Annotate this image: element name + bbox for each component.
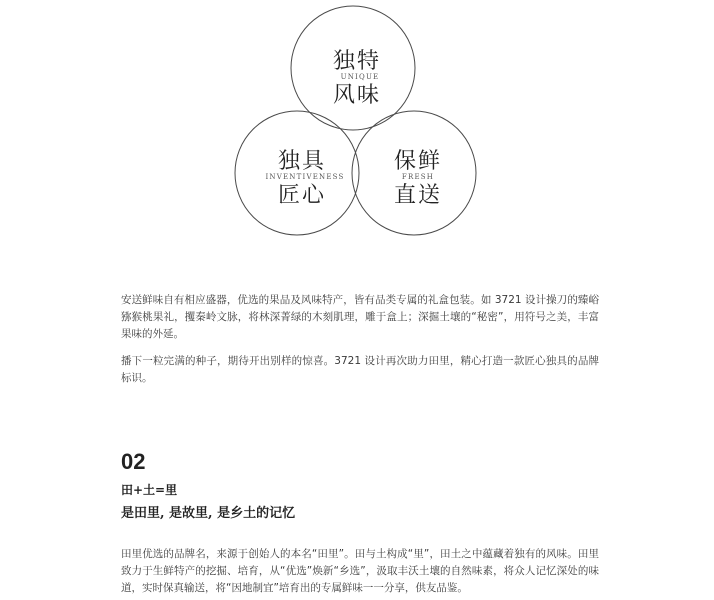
venn-inventiveness-title-1: 独具 (277, 149, 327, 174)
venn-inventiveness-subtitle: INVENTIVENESS (265, 173, 345, 181)
section-subtitle: 是田里, 是故里, 是乡土的记忆 (121, 506, 296, 521)
venn-inventiveness-title-2: 匠心 (277, 183, 327, 208)
venn-unique-title-1: 独特 (332, 49, 382, 74)
venn-unique-subtitle: UNIQUE (340, 73, 380, 81)
section-paragraph: 田里优选的品牌名，来源于创始人的本名“田里”。田与土构成“里”，田土之中蕴藏着独有的风味。田里致力于生鲜特产的挖掘、培育，从“优选”焕新“乡选”，汲取丰沃土壤的自然味素，将众人记忆深处的味道，实时保真输送，将“因地制宜”培育出的专属鲜味一一分享，供友品鉴。 (121, 548, 599, 594)
intro-paragraph-2: 播下一粒完满的种子，期待开出别样的惊喜。3721 设计再次助力田里，精心打造一款匠心独具的品牌标识。 (121, 355, 599, 384)
intro-paragraph-1: 安送鲜味自有相应盛器，优选的果品及风味特产，皆有品类专属的礼盒包装。如 3721 设计操刀的臻峪猕猴桃果礼，攫秦岭文脉，将林深菁绿的木刻肌理，雕于盒上；深掘土壤的“秘密”，用符号之美，丰富果味的外延。 (121, 294, 599, 340)
venn-fresh-title-2: 直送 (393, 183, 443, 208)
section-number: 02 (121, 449, 146, 474)
venn-fresh-subtitle: FRESH (401, 173, 435, 181)
venn-fresh-title-1: 保鲜 (393, 149, 443, 174)
venn-unique-title-2: 风味 (332, 83, 382, 108)
section-title: 田+土=里 (121, 483, 178, 497)
venn-diagram (0, 0, 714, 250)
